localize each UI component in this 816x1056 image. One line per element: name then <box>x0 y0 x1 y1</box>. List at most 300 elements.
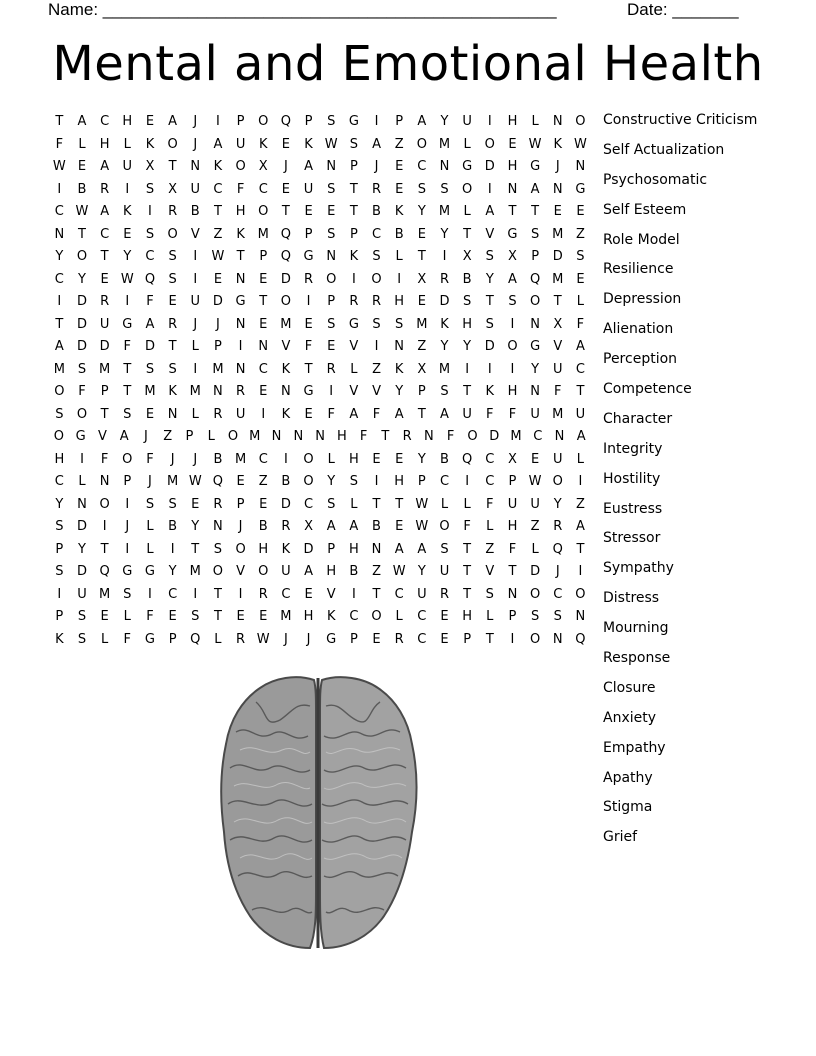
grid-letter: C <box>439 474 450 489</box>
grid-letter: T <box>463 384 472 399</box>
grid-letter: W <box>52 159 66 174</box>
grid-letter: E <box>508 136 517 152</box>
grid-letter: E <box>372 631 381 647</box>
grid-letter: J <box>283 631 288 647</box>
grid-letter: P <box>327 541 336 557</box>
grid-letter: I <box>442 249 447 264</box>
grid-letter: F <box>486 406 494 422</box>
grid-letter: Z <box>372 361 381 377</box>
grid-letter: S <box>55 564 64 579</box>
grid-letter: A <box>440 406 449 422</box>
grid-letter: L <box>146 541 154 557</box>
grid-letter: M <box>552 406 564 422</box>
grid-letter: I <box>487 361 492 377</box>
grid-letter: S <box>349 136 358 152</box>
grid-letter: Q <box>212 474 224 489</box>
grid-letter: K <box>440 316 449 332</box>
grid-letter: K <box>304 136 313 152</box>
grid-row <box>48 269 592 292</box>
grid-letter: U <box>99 316 110 332</box>
grid-row <box>48 471 592 494</box>
grid-letter: L <box>440 496 449 512</box>
grid-letter: Y <box>440 226 449 242</box>
grid-letter: T <box>508 204 517 219</box>
grid-letter: P <box>304 114 313 129</box>
grid-letter: S <box>145 361 155 377</box>
grid-letter: S <box>530 609 540 624</box>
grid-letter: S <box>327 181 336 197</box>
grid-letter: L <box>207 429 215 444</box>
grid-letter: D <box>280 496 291 512</box>
grid-letter: R <box>439 586 449 602</box>
grid-letter: F <box>508 541 517 557</box>
grid-letter: W <box>392 564 406 579</box>
grid-letter: M <box>99 586 111 602</box>
grid-letter: S <box>485 586 494 602</box>
grid-letter: S <box>168 496 177 512</box>
grid-letter: J <box>193 316 198 332</box>
grid-letter: C <box>417 609 427 624</box>
grid-letter: F <box>55 136 64 152</box>
grid-row <box>48 246 592 269</box>
word-list-item: Response <box>603 650 671 667</box>
grid-letter: T <box>508 564 517 579</box>
grid-letter: J <box>193 451 198 467</box>
grid-letter: O <box>76 406 88 422</box>
grid-letter: C <box>304 496 314 512</box>
grid-letter: N <box>77 496 87 512</box>
grid-letter: O <box>575 114 586 129</box>
grid-letter: I <box>125 294 130 309</box>
grid-letter: K <box>123 204 132 219</box>
grid-letter: N <box>99 474 110 489</box>
grid-letter: P <box>395 114 404 129</box>
grid-letter: T <box>168 159 177 174</box>
grid-letter: E <box>327 339 336 354</box>
grid-letter: R <box>349 294 359 309</box>
grid-letter: L <box>146 519 154 534</box>
grid-letter: G <box>303 249 314 264</box>
grid-row <box>48 314 592 337</box>
grid-letter: S <box>213 541 223 557</box>
grid-letter: D <box>76 316 87 332</box>
grid-row <box>48 201 592 224</box>
brain-left-hemisphere <box>221 677 316 948</box>
grid-letter: B <box>372 519 381 534</box>
grid-letter: I <box>374 474 379 489</box>
grid-letter: V <box>485 564 495 579</box>
grid-row <box>48 561 592 584</box>
grid-letter: O <box>529 294 541 309</box>
grid-letter: T <box>281 204 290 219</box>
grid-letter: U <box>281 564 291 579</box>
grid-letter: L <box>576 451 585 467</box>
grid-letter: T <box>381 429 390 444</box>
grid-letter: E <box>191 496 200 512</box>
grid-row <box>48 494 592 517</box>
word-list-item: Depression <box>603 291 682 308</box>
grid-letter: G <box>303 384 314 399</box>
grid-letter: A <box>54 339 64 354</box>
word-list-item: Integrity <box>603 440 663 457</box>
grid-letter: D <box>76 339 87 354</box>
grid-letter: O <box>53 429 64 444</box>
grid-letter: K <box>349 249 359 264</box>
grid-letter: J <box>374 159 379 174</box>
grid-letter: L <box>191 406 199 422</box>
grid-letter: P <box>259 249 268 264</box>
word-list-item: Constructive Criticism <box>603 112 758 128</box>
grid-letter: L <box>531 114 539 129</box>
grid-letter: T <box>349 204 358 219</box>
word-list-item: Resilience <box>603 261 674 278</box>
grid-letter: K <box>281 541 291 557</box>
grid-letter: K <box>168 384 177 399</box>
grid-letter: D <box>280 271 291 287</box>
grid-letter: I <box>57 586 62 602</box>
grid-letter: T <box>417 249 426 264</box>
grid-letter: M <box>189 384 201 399</box>
grid-letter: O <box>212 564 224 579</box>
grid-letter: G <box>530 159 541 174</box>
grid-letter: K <box>281 406 291 422</box>
grid-letter: V <box>485 226 495 242</box>
grid-letter: N <box>326 249 337 264</box>
grid-letter: I <box>57 294 62 309</box>
grid-letter: J <box>216 316 220 332</box>
grid-letter: P <box>463 631 472 647</box>
grid-letter: P <box>185 429 194 444</box>
grid-letter: O <box>416 136 427 152</box>
grid-letter: N <box>394 339 405 354</box>
grid-letter: I <box>216 114 220 129</box>
grid-letter: O <box>99 496 110 512</box>
grid-letter: W <box>573 136 587 152</box>
grid-letter: I <box>329 384 334 399</box>
grid-letter: X <box>417 271 427 287</box>
grid-letter: U <box>190 294 201 309</box>
word-list-item: Grief <box>603 829 638 846</box>
grid-letter: Y <box>417 204 426 219</box>
grid-letter: C <box>100 226 110 242</box>
grid-letter: C <box>281 586 291 602</box>
grid-letter: Y <box>440 114 449 129</box>
grid-letter: R <box>553 519 563 534</box>
grid-letter: I <box>283 451 288 467</box>
grid-letter: W <box>415 519 429 534</box>
grid-letter: E <box>145 406 155 422</box>
grid-letter: E <box>259 384 268 399</box>
grid-letter: U <box>462 114 472 129</box>
grid-letter: W <box>211 249 225 264</box>
grid-letter: I <box>80 451 84 467</box>
grid-letter: Z <box>575 226 585 242</box>
grid-letter: R <box>394 631 404 647</box>
grid-letter: T <box>191 541 200 557</box>
grid-letter: O <box>529 631 541 647</box>
grid-letter: C <box>371 226 382 242</box>
word-list-item: Apathy <box>603 769 653 786</box>
grid-letter: J <box>555 564 560 579</box>
grid-letter: K <box>394 204 404 219</box>
grid-letter: I <box>57 181 62 197</box>
grid-letter: P <box>531 249 540 264</box>
grid-letter: A <box>394 406 404 422</box>
grid-letter: Y <box>168 564 177 579</box>
grid-letter: B <box>440 451 449 467</box>
grid-letter: S <box>372 249 381 264</box>
grid-letter: O <box>303 474 314 489</box>
grid-letter: G <box>122 564 133 579</box>
grid-letter: Q <box>552 541 563 557</box>
grid-letter: V <box>190 226 200 242</box>
brain-icon <box>216 672 418 952</box>
grid-letter: P <box>304 226 313 242</box>
grid-letter: P <box>508 609 517 624</box>
grid-letter: Y <box>55 496 64 512</box>
grid-letter: I <box>397 271 402 287</box>
grid-letter: O <box>552 474 563 489</box>
grid-letter: M <box>257 226 269 242</box>
grid-letter: A <box>100 204 110 219</box>
grid-letter: E <box>123 226 132 242</box>
grid-letter: I <box>306 294 311 309</box>
grid-letter: N <box>530 316 540 332</box>
grid-letter: Z <box>213 226 223 242</box>
grid-letter: O <box>529 586 541 602</box>
grid-letter: G <box>326 631 337 647</box>
grid-letter: F <box>146 294 154 309</box>
word-list-item: Self Esteem <box>603 201 687 218</box>
grid-letter: R <box>213 496 223 512</box>
grid-letter: I <box>125 181 130 197</box>
grid-letter: T <box>463 564 472 579</box>
grid-letter: E <box>259 316 268 332</box>
grid-letter: W <box>120 271 134 287</box>
grid-letter: P <box>55 609 64 624</box>
grid-letter: A <box>213 136 223 152</box>
grid-letter: V <box>97 429 107 444</box>
grid-letter: M <box>280 609 292 624</box>
grid-letter: P <box>508 474 517 489</box>
grid-letter: V <box>553 339 563 354</box>
grid-letter: L <box>463 496 471 512</box>
grid-letter: P <box>327 294 336 309</box>
grid-letter: C <box>553 586 563 602</box>
grid-letter: H <box>507 384 518 399</box>
grid-letter: C <box>533 429 543 444</box>
grid-letter: M <box>552 271 564 287</box>
grid-letter: L <box>486 609 494 624</box>
grid-letter: I <box>193 586 198 602</box>
grid-letter: E <box>304 586 313 602</box>
grid-letter: S <box>77 609 87 624</box>
grid-letter: O <box>280 294 291 309</box>
grid-letter: K <box>213 159 223 174</box>
grid-letter: X <box>508 451 517 467</box>
grid-letter: X <box>417 361 427 377</box>
grid-letter: E <box>440 631 449 647</box>
grid-letter: E <box>576 204 585 219</box>
grid-letter: A <box>304 159 313 174</box>
grid-letter: O <box>326 271 337 287</box>
grid-letter: E <box>440 609 449 624</box>
word-list-item: Alienation <box>603 321 674 338</box>
word-list-item: Empathy <box>603 739 666 756</box>
grid-letter: N <box>54 226 65 242</box>
grid-letter: D <box>484 339 495 354</box>
grid-letter: J <box>170 451 175 467</box>
grid-letter: B <box>349 564 359 579</box>
grid-letter: Q <box>280 226 291 242</box>
grid-letter: E <box>100 271 109 287</box>
grid-letter: O <box>462 181 473 197</box>
grid-letter: Y <box>55 249 64 264</box>
grid-letter: J <box>148 474 152 489</box>
page-title: Mental and Emotional Health <box>52 36 764 92</box>
grid-letter: A <box>326 519 336 534</box>
grid-letter: I <box>238 586 243 602</box>
grid-letter: V <box>281 339 291 354</box>
grid-letter: S <box>168 249 177 264</box>
grid-letter: E <box>327 204 336 219</box>
grid-letter: A <box>485 204 495 219</box>
grid-letter: E <box>213 271 223 287</box>
grid-letter: E <box>395 451 404 467</box>
grid-letter: K <box>236 226 245 242</box>
grid-letter: H <box>394 474 405 489</box>
grid-letter: P <box>168 631 177 647</box>
grid-letter: W <box>528 474 542 489</box>
grid-letter: O <box>371 609 382 624</box>
grid-letter: I <box>487 114 492 129</box>
grid-letter: N <box>552 181 563 197</box>
grid-letter: D <box>489 429 500 444</box>
name-line: Name: ________________________________________________ <box>48 0 557 19</box>
grid-letter: I <box>510 631 515 647</box>
word-search-grid <box>48 111 592 651</box>
grid-letter: S <box>327 496 336 512</box>
grid-letter: G <box>122 316 133 332</box>
grid-letter: G <box>575 181 586 197</box>
grid-letter: O <box>167 136 178 152</box>
grid-letter: W <box>256 631 270 647</box>
grid-letter: T <box>463 541 472 557</box>
grid-letter: R <box>213 406 223 422</box>
grid-letter: N <box>213 384 223 399</box>
grid-letter: P <box>417 474 426 489</box>
grid-letter: F <box>146 451 154 467</box>
grid-letter: R <box>281 519 291 534</box>
grid-letter: N <box>315 429 325 444</box>
grid-letter: N <box>167 406 178 422</box>
grid-letter: N <box>552 631 563 647</box>
grid-letter: Z <box>394 136 404 152</box>
grid-letter: E <box>553 204 562 219</box>
grid-letter: Y <box>395 384 404 399</box>
grid-letter: H <box>235 204 246 219</box>
grid-letter: T <box>213 586 222 602</box>
grid-letter: T <box>463 226 472 242</box>
grid-row <box>48 584 592 607</box>
grid-letter: G <box>75 429 86 444</box>
grid-letter: Y <box>123 249 132 264</box>
word-list-item: Character <box>603 410 673 427</box>
grid-letter: T <box>304 361 313 377</box>
grid-letter: U <box>77 586 87 602</box>
grid-letter: K <box>485 384 495 399</box>
grid-letter: M <box>212 361 224 377</box>
grid-letter: F <box>463 519 471 534</box>
grid-letter: E <box>168 294 177 309</box>
grid-letter: F <box>146 609 154 624</box>
grid-letter: X <box>258 159 268 174</box>
grid-letter: B <box>394 226 404 242</box>
grid-letter: W <box>324 136 338 152</box>
grid-letter: L <box>327 451 335 467</box>
grid-letter: S <box>145 226 155 242</box>
grid-letter: A <box>349 406 359 422</box>
grid-letter: Y <box>417 564 426 579</box>
grid-letter: H <box>462 609 473 624</box>
grid-letter: H <box>326 564 337 579</box>
grid-letter: C <box>258 181 268 197</box>
grid-letter: F <box>304 339 313 354</box>
grid-letter: W <box>528 136 542 152</box>
grid-letter: A <box>100 159 110 174</box>
grid-letter: N <box>293 429 304 444</box>
grid-letter: T <box>463 586 472 602</box>
grid-letter: S <box>77 361 87 377</box>
grid-letter: P <box>349 631 358 647</box>
grid-letter: Y <box>191 519 200 534</box>
grid-letter: W <box>188 474 202 489</box>
grid-letter: J <box>283 159 288 174</box>
grid-letter: W <box>415 496 429 512</box>
grid-letter: S <box>508 294 517 309</box>
grid-letter: Y <box>78 541 86 557</box>
grid-letter: C <box>485 474 495 489</box>
grid-letter: E <box>395 519 404 534</box>
grid-letter: I <box>465 474 470 489</box>
grid-letter: E <box>395 159 404 174</box>
grid-letter: K <box>55 631 64 647</box>
grid-letter: L <box>123 136 131 152</box>
grid-letter: Q <box>99 564 110 579</box>
grid-letter: T <box>213 204 222 219</box>
grid-letter: U <box>553 451 563 467</box>
grid-letter: O <box>575 586 586 602</box>
grid-letter: A <box>508 271 517 287</box>
grid-row <box>48 134 592 157</box>
grid-letter: Y <box>531 361 540 377</box>
grid-letter: U <box>439 564 450 579</box>
grid-letter: J <box>306 631 311 647</box>
grid-letter: E <box>100 609 109 624</box>
word-list-item: Closure <box>603 679 656 696</box>
grid-letter: M <box>416 316 428 332</box>
grid-letter: L <box>101 631 109 647</box>
grid-letter: E <box>259 496 268 512</box>
grid-letter: D <box>99 339 110 354</box>
grid-letter: J <box>238 519 243 534</box>
grid-letter: Y <box>485 271 494 287</box>
grid-letter: F <box>123 339 132 354</box>
grid-letter: R <box>100 294 110 309</box>
grid-letter: N <box>235 361 246 377</box>
grid-letter: A <box>394 541 404 557</box>
grid-letter: B <box>462 271 472 287</box>
